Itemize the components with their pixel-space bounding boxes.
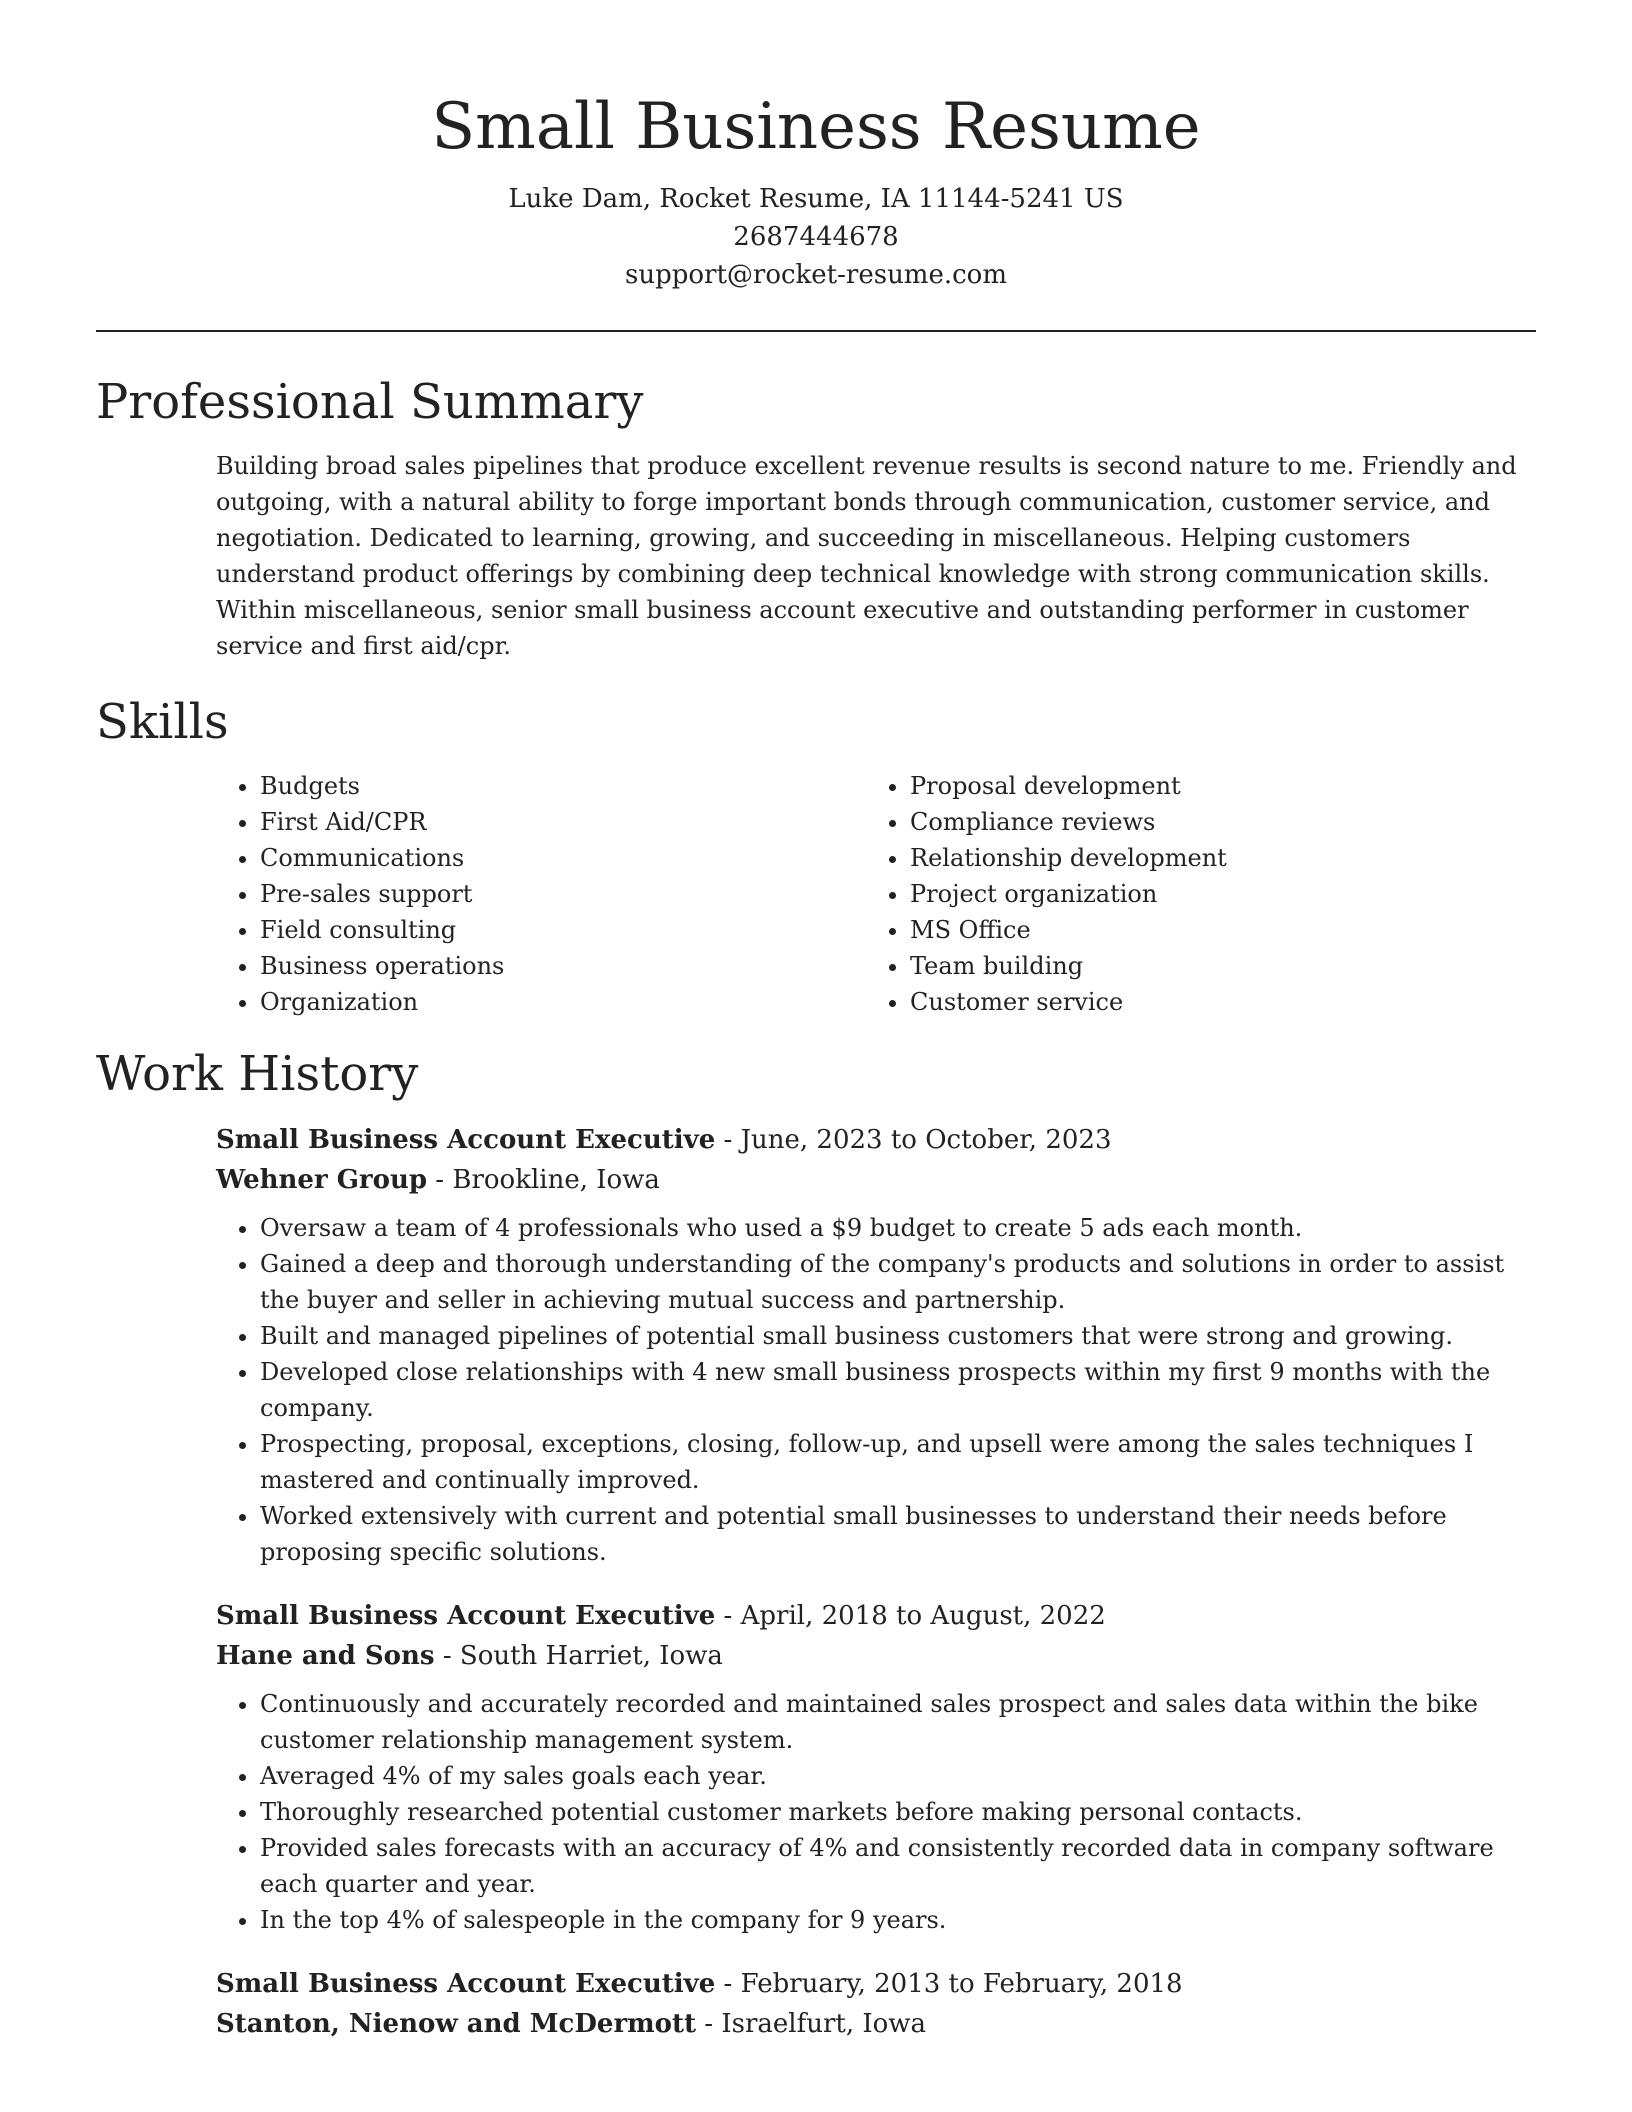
job-bullet: • Provided sales forecasts with an accuracy of 4% and consistently recorded data in company software each quarter and year. [260, 1830, 1536, 1902]
job-bullet: • Oversaw a team of 4 professionals who used a $9 budget to create 5 ads each month. [260, 1210, 1536, 1246]
job-bullet: • Worked extensively with current and potential small businesses to understand their needs before proposing specific solutions. [260, 1498, 1536, 1570]
resume-page [96, 0, 1536, 2044]
skills-heading: Skills [96, 694, 229, 750]
job-title-line [216, 1120, 1536, 1160]
job-dates: - February, 2013 to February, 2018 [715, 1969, 1183, 1999]
job-entry [216, 1120, 1536, 1570]
skill-item: • Compliance reviews [910, 804, 1516, 840]
job-bullet: • In the top 4% of salespeople in the company for 9 years. [260, 1902, 1536, 1938]
skill-item: • Project organization [910, 876, 1516, 912]
job-dates: - June, 2023 to October, 2023 [715, 1125, 1112, 1155]
job-bullet: • Continuously and accurately recorded and maintained sales prospect and sales data within the bike customer relationship management system. [260, 1686, 1536, 1758]
resume-header [96, 0, 1536, 294]
job-title: Small Business Account Executive [216, 1969, 716, 1999]
job-bullet: • Gained a deep and thorough understanding of the company's products and solutions in order to assist the buyer and seller in achieving mutual success and partnership. [260, 1246, 1536, 1318]
skill-item: • MS Office [910, 912, 1516, 948]
job-company: Hane and Sons [216, 1641, 435, 1671]
job-entry [216, 1964, 1536, 2044]
skills-list-left [216, 768, 866, 1020]
job-dates: - April, 2018 to August, 2022 [715, 1601, 1106, 1631]
job-bullet: • Thoroughly researched potential customer markets before making personal contacts. [260, 1794, 1536, 1830]
job-title: Small Business Account Executive [216, 1125, 716, 1155]
header-divider [96, 330, 1536, 332]
skill-item: • Team building [910, 948, 1516, 984]
job-company: Stanton, Nienow and McDermott [216, 2009, 697, 2039]
job-bullet: • Developed close relationships with 4 new small business prospects within my first 9 months with the company. [260, 1354, 1536, 1426]
job-entry [216, 1596, 1536, 1938]
skills-list-right [866, 768, 1516, 1020]
resume-title: Small Business Resume [431, 90, 1201, 164]
job-company-line [216, 1160, 1536, 1200]
skill-item: • Organization [260, 984, 866, 1020]
job-company-line [216, 1636, 1536, 1676]
skill-item: • Field consulting [260, 912, 866, 948]
skill-item: • Business operations [260, 948, 866, 984]
contact-email: support@rocket-resume.com [624, 260, 1007, 290]
contact-address: Luke Dam, Rocket Resume, IA 11144-5241 US [508, 184, 1124, 214]
skill-item: • Customer service [910, 984, 1516, 1020]
job-bullets [216, 1210, 1536, 1570]
skill-item: • Relationship development [910, 840, 1516, 876]
job-location: - Brookline, Iowa [427, 1165, 660, 1195]
skills-grid [216, 768, 1536, 1020]
job-title-line [216, 1964, 1536, 2004]
job-company: Wehner Group [216, 1165, 428, 1195]
job-bullet: • Built and managed pipelines of potential small business customers that were strong and growing. [260, 1318, 1536, 1354]
job-title-line [216, 1596, 1536, 1636]
skill-item: • Communications [260, 840, 866, 876]
job-bullets [216, 1686, 1536, 1938]
skill-item: • Proposal development [910, 768, 1516, 804]
job-bullet: • Averaged 4% of my sales goals each year. [260, 1758, 1536, 1794]
contact-info [96, 180, 1536, 294]
job-bullet: • Prospecting, proposal, exceptions, closing, follow-up, and upsell were among the sales techniques I mastered and continually improved. [260, 1426, 1536, 1498]
skill-item: • Budgets [260, 768, 866, 804]
work-history-heading: Work History [96, 1046, 419, 1102]
summary-text: Building broad sales pipelines that produce excellent revenue results is second nature to me. Friendly and outgoing, with a natural ability to forge important bonds through communication, customer service, and negotiation. Dedicated to learning, growing, and succeeding in miscellaneous. Helping customers understand product offerings by combining deep technical knowledge with strong communication skills. Within miscellaneous, senior small business account executive and outstanding performer in customer service and first aid/cpr. [216, 452, 1517, 660]
job-title: Small Business Account Executive [216, 1601, 716, 1631]
job-location: - South Harriet, Iowa [434, 1641, 723, 1671]
skill-item: • Pre-sales support [260, 876, 866, 912]
contact-phone: 2687444678 [733, 222, 899, 252]
job-company-line [216, 2004, 1536, 2044]
summary-heading: Professional Summary [96, 374, 644, 430]
job-location: - Israelfurt, Iowa [696, 2009, 927, 2039]
skill-item: • First Aid/CPR [260, 804, 866, 840]
